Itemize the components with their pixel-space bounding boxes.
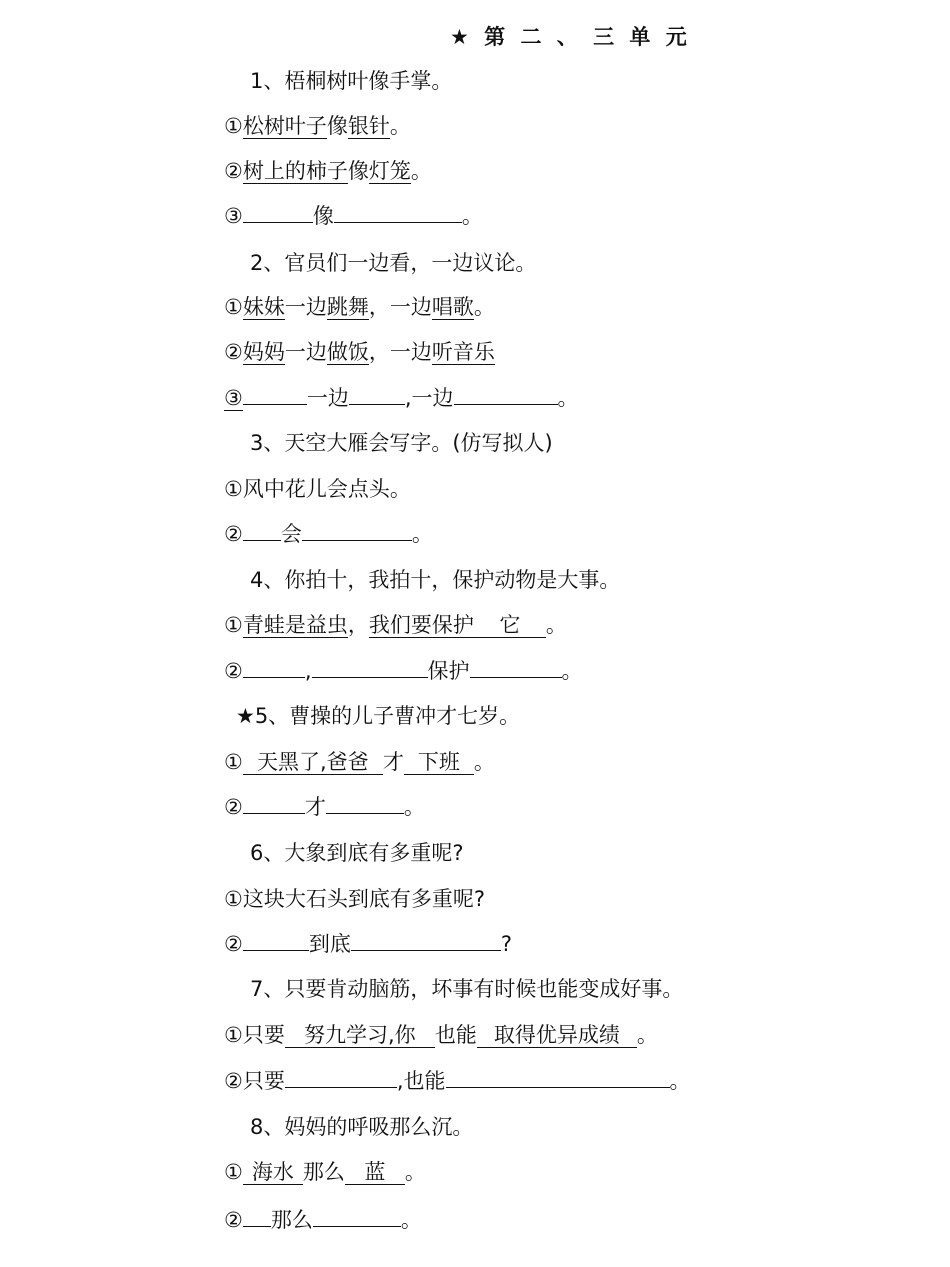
sentence-end: 。 [473,750,495,774]
item-marker: ① [224,1160,243,1184]
question-1-example-1 [224,111,411,141]
question-7-heading: 7、只要肯动脑筋，坏事有时候也能变成好事。 [250,977,684,1001]
underlined-answer: 它 [474,613,546,638]
item-marker: ② [224,340,243,364]
sentence-end: 。 [561,659,583,683]
underlined-answer: 海水 [243,1160,303,1185]
sentence-end: 。 [669,1069,691,1093]
underlined-answer: 取得优异成绩 [477,1023,637,1048]
question-6-exercise [224,929,512,959]
connector-text: 像 [347,159,369,183]
question-8-exercise [224,1205,422,1235]
sentence-end: 。 [404,1160,426,1184]
answer-blank[interactable] [312,657,428,678]
item-marker: ③ [224,204,243,228]
item-marker: ② [224,795,243,819]
question-8-heading: 8、妈妈的呼吸那么沉。 [250,1115,474,1139]
connector-text: 才 [382,750,404,774]
question-5-exercise [224,792,425,822]
item-marker: ②只要 [224,1069,285,1093]
question-3-exercise [224,519,433,549]
question-7-exercise [224,1066,691,1096]
answer-blank[interactable] [446,1067,670,1088]
connector-text: ,一边 [404,386,454,410]
question-4-heading: 4、你拍十，我拍十，保护动物是大事。 [250,568,621,592]
item-marker: ② [224,159,243,183]
connector-text: 像 [312,204,334,228]
connector-text: 一边 [284,295,327,319]
connector-text: , [304,659,312,683]
sentence-end: 。 [403,795,425,819]
answer-blank[interactable] [285,1067,397,1088]
answer-blank[interactable] [243,930,309,951]
question-4-exercise [224,656,583,686]
underlined-answer: 树上的柿子 [242,159,348,183]
answer-blank[interactable] [313,1206,401,1227]
underlined-answer: 唱歌 [431,295,474,319]
item-marker: ② [224,1208,243,1232]
connector-text: 会 [280,522,302,546]
connector-text: 才 [304,795,326,819]
question-3-example-1: ①风中花儿会点头。 [224,477,411,501]
underlined-answer: 做饭 [326,340,369,364]
question-2-example-1 [224,292,495,322]
item-marker: ② [224,522,243,546]
underlined-answer: 灯笼 [368,159,411,183]
sentence-end: 。 [400,1208,422,1232]
connector-text: 那么 [302,1160,345,1184]
page-title: ★ 第 二 、 三 单 元 [450,25,691,49]
connector-text: ，一边 [368,295,432,319]
connector-text: ， [347,613,369,637]
answer-blank[interactable] [243,384,307,405]
sentence-end: 。 [636,1023,658,1047]
underlined-answer: 银针 [347,114,390,138]
item-marker: ② [224,932,243,956]
underlined-answer: 听音乐 [431,340,495,364]
question-6-heading: 6、大象到底有多重呢? [250,841,464,865]
connector-text: 保护 [427,659,470,683]
item-marker: ①只要 [224,1023,285,1047]
underlined-answer: 我们要保护 [368,613,474,637]
answer-blank[interactable] [326,793,404,814]
question-1-heading: 1、梧桐树叶像手掌。 [250,69,453,93]
question-5-heading: ★5、曹操的儿子曹冲才七岁。 [236,704,521,728]
answer-blank[interactable] [243,202,313,223]
answer-blank[interactable] [454,384,558,405]
item-marker: ① [224,750,243,774]
connector-text: 一边 [284,340,327,364]
question-1-example-2 [224,156,432,186]
connector-text: 也能 [434,1023,477,1047]
connector-text: 一边 [306,386,349,410]
question-5-example-1 [224,747,495,777]
sentence-end: 。 [473,295,495,319]
connector-text: 像 [326,114,348,138]
answer-blank[interactable] [243,793,305,814]
connector-text: 那么 [270,1208,313,1232]
sentence-end: 。 [389,114,411,138]
sentence-end: 。 [410,159,432,183]
question-2-heading: 2、官员们一边看，一边议论。 [250,251,537,275]
underlined-answer: 青蛙是益虫 [242,613,348,637]
underlined-answer: 妈妈 [242,340,285,364]
sentence-end: 。 [557,386,579,410]
question-2-exercise [224,383,579,413]
connector-text: ，一边 [368,340,432,364]
answer-blank[interactable] [243,657,305,678]
answer-blank[interactable] [334,202,462,223]
answer-blank[interactable] [302,520,412,541]
question-3-heading: 3、天空大雁会写字。(仿写拟人) [250,431,553,455]
underlined-answer: 天黑了,爸爸 [243,750,383,775]
underlined-answer: 蓝 [345,1160,405,1185]
question-7-example-1 [224,1020,658,1050]
question-4-example-1 [224,610,567,640]
item-marker: ① [224,114,243,138]
answer-blank[interactable] [349,384,405,405]
underlined-answer: 努九学习,你 [285,1023,435,1048]
question-1-exercise [224,201,483,231]
underlined-answer: 松树叶子 [242,114,327,138]
connector-text: ,也能 [396,1069,446,1093]
item-marker: ① [224,295,243,319]
answer-blank[interactable] [243,1206,271,1227]
sentence-end: 。 [411,522,433,546]
underlined-answer: 跳舞 [326,295,369,319]
underlined-answer: 妹妹 [242,295,285,319]
question-6-example-1: ①这块大石头到底有多重呢? [224,887,485,911]
item-marker: ② [224,659,243,683]
question-8-example-1 [224,1157,426,1187]
answer-blank[interactable] [351,930,501,951]
item-marker: ① [224,613,243,637]
underlined-answer: 下班 [404,750,474,775]
connector-text: 到底 [308,932,351,956]
item-marker: ③ [224,386,243,410]
sentence-end: 。 [545,613,567,637]
answer-blank[interactable] [470,657,562,678]
sentence-end: ? [500,932,512,956]
question-2-example-2 [224,337,495,367]
answer-blank[interactable] [243,520,281,541]
sentence-end: 。 [461,204,483,228]
